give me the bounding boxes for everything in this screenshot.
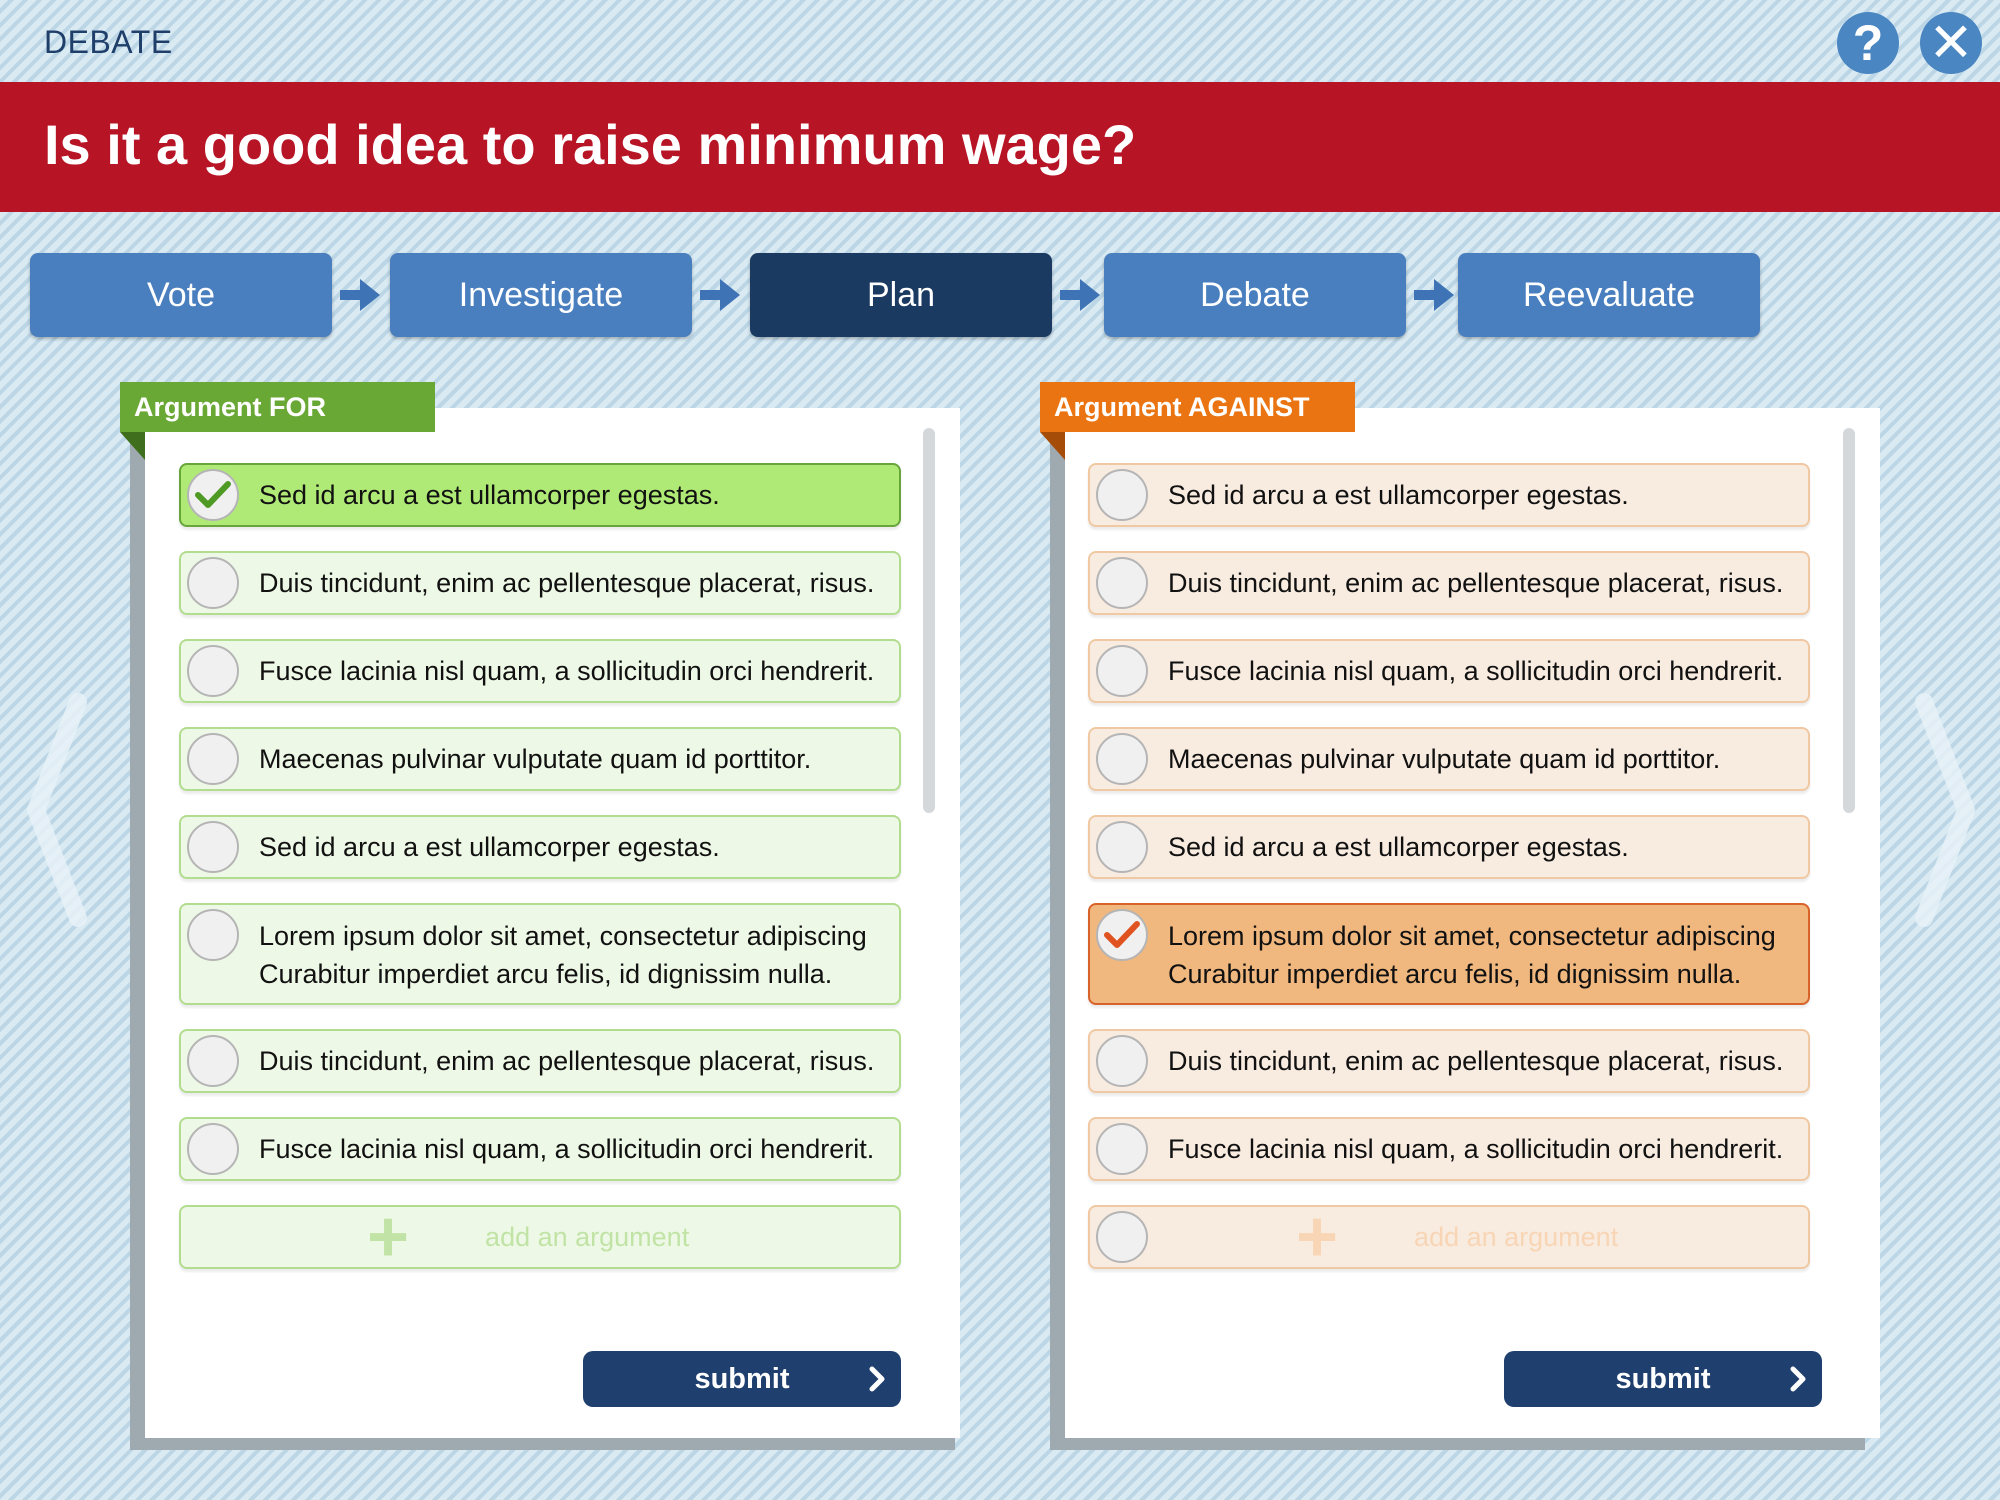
argument-against-list <box>1088 463 1810 1277</box>
check-icon <box>1103 920 1141 950</box>
step-reevaluate[interactable]: Reevaluate <box>1458 253 1760 337</box>
app-label: DEBATE <box>44 24 173 60</box>
argument-for-item[interactable] <box>179 903 901 1005</box>
argument-against-item[interactable] <box>1088 1029 1810 1093</box>
argument-against-item[interactable] <box>1088 903 1810 1005</box>
radio-unchecked[interactable] <box>187 1123 239 1175</box>
argument-text: Lorem ipsum dolor sit amet, consectetur adipiscing Curabitur imperdiet arcu felis, id dignissim nulla. <box>259 921 867 989</box>
close-icon[interactable]: ✕ <box>1920 12 1982 74</box>
argument-for-item[interactable] <box>179 1117 901 1181</box>
argument-for-item[interactable] <box>179 639 901 703</box>
submit-button[interactable] <box>1504 1351 1822 1407</box>
step-vote[interactable]: Vote <box>30 253 332 337</box>
arrow-right-icon <box>340 277 380 313</box>
add-argument-button[interactable] <box>1088 1197 1810 1277</box>
argument-for-item[interactable] <box>179 727 901 791</box>
argument-against-tab: Argument AGAINST <box>1040 382 1355 432</box>
help-icon[interactable]: ? <box>1837 12 1899 74</box>
submit-label: submit <box>694 1362 790 1395</box>
radio-unchecked[interactable] <box>187 821 239 873</box>
chevron-right-icon <box>1790 1366 1806 1392</box>
title-bar <box>0 82 2000 212</box>
next-arrow-icon[interactable] <box>1906 690 1976 930</box>
radio-unchecked[interactable] <box>1096 733 1148 785</box>
argument-text: Sed id arcu a est ullamcorper egestas. <box>1168 480 1629 510</box>
argument-text: Fusce lacinia nisl quam, a sollicitudin orci hendrerit. <box>1168 656 1784 686</box>
argument-for-item[interactable] <box>179 463 901 527</box>
argument-text: Fusce lacinia nisl quam, a sollicitudin orci hendrerit. <box>259 1134 875 1164</box>
argument-against-item[interactable] <box>1088 551 1810 615</box>
scrollbar[interactable] <box>1843 428 1855 813</box>
radio-checked[interactable] <box>187 469 239 521</box>
radio-unchecked[interactable] <box>1096 469 1148 521</box>
argument-for-panel <box>145 408 960 1438</box>
radio-unchecked[interactable] <box>1096 1035 1148 1087</box>
argument-for-item[interactable] <box>179 1029 901 1093</box>
argument-against-item[interactable] <box>1088 639 1810 703</box>
arrow-right-icon <box>700 277 740 313</box>
radio-unchecked[interactable] <box>187 733 239 785</box>
previous-arrow-icon[interactable] <box>26 690 96 930</box>
argument-against-panel <box>1065 408 1880 1438</box>
page-title: Is it a good idea to raise minimum wage? <box>44 113 1137 176</box>
tab-fold <box>1040 432 1065 460</box>
argument-against-item[interactable] <box>1088 1117 1810 1181</box>
argument-text: Sed id arcu a est ullamcorper egestas. <box>259 832 720 862</box>
radio-unchecked[interactable] <box>1096 557 1148 609</box>
add-argument-label: add an argument <box>485 1222 690 1252</box>
tab-fold <box>120 432 145 460</box>
arrow-right-icon <box>1414 277 1454 313</box>
radio-unchecked[interactable] <box>187 557 239 609</box>
argument-against-item[interactable] <box>1088 815 1810 879</box>
step-investigate[interactable]: Investigate <box>390 253 692 337</box>
argument-text: Lorem ipsum dolor sit amet, consectetur adipiscing Curabitur imperdiet arcu felis, id dignissim nulla. <box>1168 921 1776 989</box>
radio-unchecked[interactable] <box>1096 645 1148 697</box>
argument-against-item[interactable] <box>1088 463 1810 527</box>
argument-text: Maecenas pulvinar vulputate quam id porttitor. <box>259 744 812 774</box>
argument-for-list <box>179 463 901 1277</box>
radio-unchecked[interactable] <box>187 645 239 697</box>
argument-text: Duis tincidunt, enim ac pellentesque placerat, risus. <box>1168 568 1784 598</box>
step-plan[interactable]: Plan <box>750 253 1052 337</box>
radio-unchecked[interactable] <box>1096 1211 1148 1263</box>
arrow-right-icon <box>1060 277 1100 313</box>
radio-unchecked[interactable] <box>187 909 239 961</box>
step-debate[interactable]: Debate <box>1104 253 1406 337</box>
argument-text: Duis tincidunt, enim ac pellentesque placerat, risus. <box>259 1046 875 1076</box>
argument-text: Sed id arcu a est ullamcorper egestas. <box>259 480 720 510</box>
argument-for-tab: Argument FOR <box>120 382 435 432</box>
plus-icon: + <box>367 1197 410 1277</box>
step-navigation <box>30 253 1770 337</box>
radio-checked[interactable] <box>1096 909 1148 961</box>
argument-text: Maecenas pulvinar vulputate quam id porttitor. <box>1168 744 1721 774</box>
add-argument-label: add an argument <box>1414 1222 1619 1252</box>
check-icon <box>194 480 232 510</box>
chevron-right-icon <box>869 1366 885 1392</box>
add-argument-button[interactable] <box>179 1197 901 1277</box>
plus-icon: + <box>1296 1197 1339 1277</box>
argument-for-item[interactable] <box>179 815 901 879</box>
submit-label: submit <box>1615 1362 1711 1395</box>
submit-button[interactable] <box>583 1351 901 1407</box>
argument-text: Fusce lacinia nisl quam, a sollicitudin orci hendrerit. <box>259 656 875 686</box>
argument-text: Duis tincidunt, enim ac pellentesque placerat, risus. <box>1168 1046 1784 1076</box>
argument-text: Sed id arcu a est ullamcorper egestas. <box>1168 832 1629 862</box>
radio-unchecked[interactable] <box>187 1035 239 1087</box>
radio-unchecked[interactable] <box>1096 821 1148 873</box>
scrollbar[interactable] <box>923 428 935 813</box>
argument-against-item[interactable] <box>1088 727 1810 791</box>
argument-for-item[interactable] <box>179 551 901 615</box>
argument-text: Fusce lacinia nisl quam, a sollicitudin orci hendrerit. <box>1168 1134 1784 1164</box>
argument-text: Duis tincidunt, enim ac pellentesque placerat, risus. <box>259 568 875 598</box>
radio-unchecked[interactable] <box>1096 1123 1148 1175</box>
